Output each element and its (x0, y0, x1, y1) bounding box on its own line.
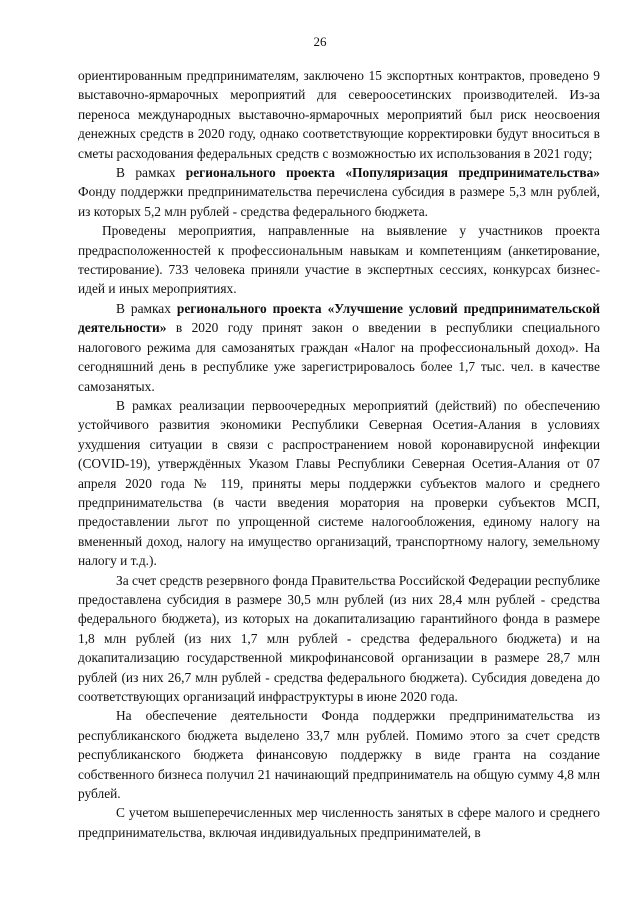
paragraph-lead-text: В рамках (116, 300, 177, 316)
project-title-popularization: регионального проекта «Популяризация предпринимательства» (185, 165, 600, 181)
paragraph-body-text: в 2020 году принят закон о введении в республики специального налогового режима для самозанятых граждан «Налог на профессиональный доход». На сегодняшний день в республике уже зарегистрировалось более 1,7 тыс. чел. в качестве самозанятых. (78, 320, 600, 394)
paragraph-export-contracts: ориентированным предпринимателям, заключено 15 экспортных контрактов, проведено 9 выставочно-ярмарочных мероприятий для североосетинских производителей. Из-за переноса международных выставочно-ярмарочных мероприятий был риск неосвоения денежных средств в 2020 году, однако соответствующие корректировки будут вноситься в сметы расходования федеральных средств с возможностью их использования в 2021 году; (78, 68, 600, 161)
paragraph-employment: С учетом вышеперечисленных мер численность занятых в сфере малого и среднего предпринимательства, включая индивидуальных предпринимателей, в (78, 805, 600, 840)
paragraph-fund-support: На обеспечение деятельности Фонда поддержки предпринимательства из республиканского бюджета выделено 33,7 млн рублей. Помимо этого за счет средств республиканского бюджета финансовую поддержку в виде гранта на создание собственного бизнеса получил 21 начинающий предприниматель на общую сумму 4,8 млн рублей. (78, 708, 600, 802)
paragraph-reserve-fund: За счет средств резервного фонда Правительства Российской Федерации республике предоставлена субсидия в размере 30,5 млн рублей (из них 28,4 млн рублей - средства федерального бюджета), из которых на докапитализацию гарантийного фонда в размере 1,8 млн рублей (из них 1,7 млн рублей - средства федерального бюджета) и на докапитализацию государственной микрофинансовой организации в размере 28,7 млн рублей (из них 26,7 млн рублей - средства федерального бюджета). Субсидия доведена до соответствующих организаций инфраструктуры в июне 2020 года. (78, 572, 600, 704)
paragraph-lead-text: В рамках (116, 165, 186, 181)
paragraph-body-text: Фонду поддержки предпринимательства перечислена субсидия в размере 5,3 млн рублей, из которых 5,2 млн рублей - средства федерального бюджета. (78, 184, 600, 219)
paragraph-events: Проведены мероприятия, направленные на выявление у участников проекта предрасположенностей к профессиональным навыкам и компетенциям (анкетирование, тестирование). 733 человека приняли участие в экспертных сессиях, конкурсах бизнес-идей и иных мероприятиях. (78, 223, 600, 297)
paragraph-conditions-project (78, 299, 600, 396)
page-number: 26 (313, 34, 327, 49)
paragraph-popularization-project (78, 163, 600, 221)
document-body (78, 66, 600, 842)
paragraph-covid-measures: В рамках реализации первоочередных мероприятий (действий) по обеспечению устойчивого развития экономики Республики Северная Осетия-Алания в условиях ухудшения ситуации в связи с распространением новой коронавирусной инфекции (COVID-19), утверждённых Указом Главы Республики Северная Осетия-Алания от 07 апреля 2020 года № 119, приняты меры поддержки субъектов малого и среднего предпринимательства (в части введения моратория на проверки субъектов МСП, предоставлении льгот по упрощенной системе налогообложения, единому налогу на вмененный доход, налогу на имущество организаций, транспортному налогу, земельному налогу и т.д.). (78, 397, 600, 569)
project-title-conditions: регионального проекта «Улучшение условий предпринимательской деятельности» (78, 300, 600, 336)
